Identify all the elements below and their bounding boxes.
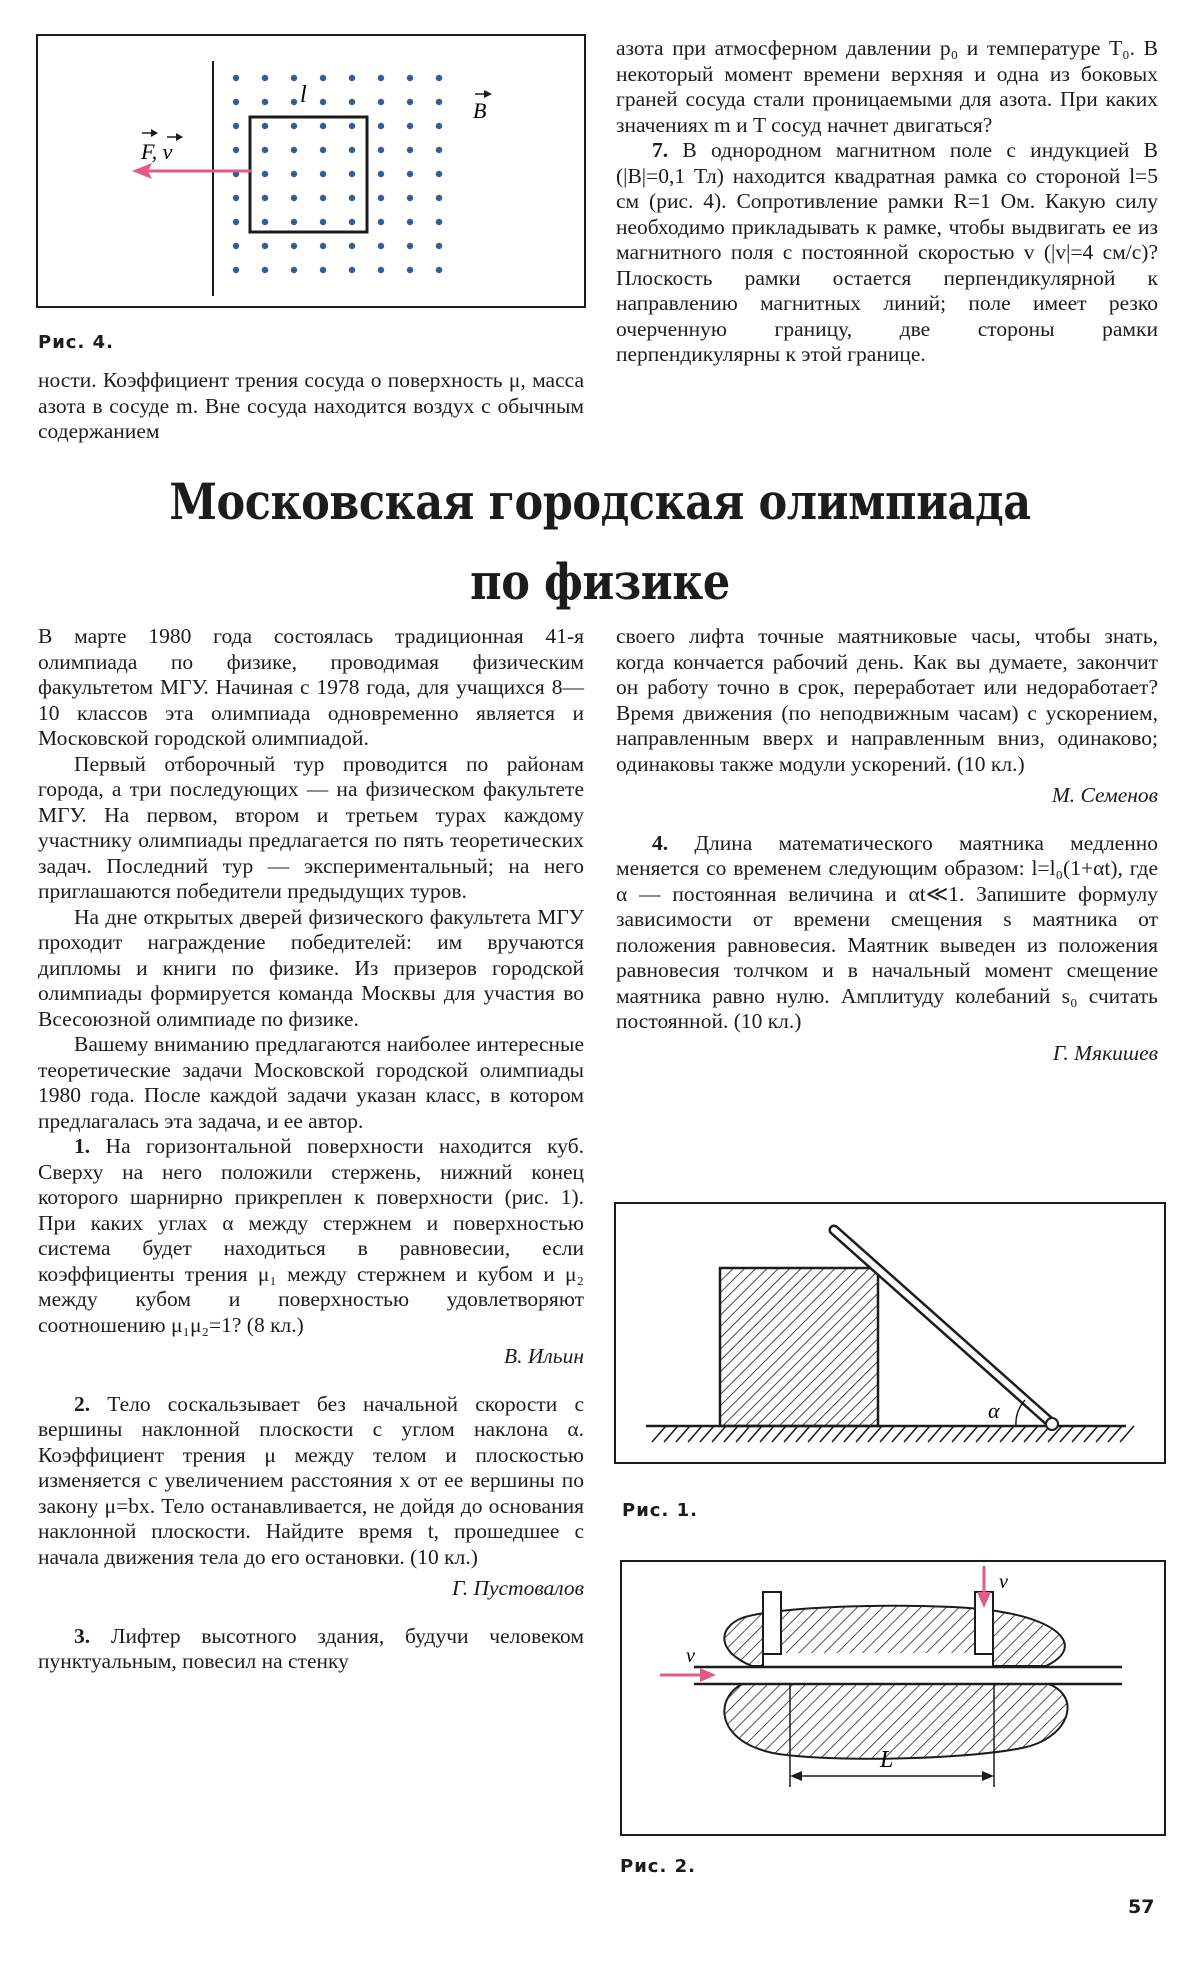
ground-hatch	[892, 1426, 906, 1442]
figure-4	[36, 34, 586, 308]
ground-hatch	[1024, 1426, 1038, 1442]
intro-paragraph-2: Первый отборочный тур проводится по районам города, а три последующих — на физическом факультете МГУ. На первом, втором и третьем турах каждому участнику олимпиады предлагается по пять теоретических задач. Последний тур — экспериментальный; на него приглашаются победители предыдущих туров.	[38, 751, 584, 903]
field-dot	[349, 99, 355, 105]
field-dot	[378, 75, 384, 81]
problem-7: 7. В однородном магнитном поле с индукцией B (|B|=0,1 Тл) находится квадратная рамка со стороной l=5 см (рис. 4). Сопротивление рамки R=1 Ом. Какую силу необходимо прикладывать к рамке, чтобы выдвигать ее из магнитного поля с постоянной скоростью v (|v|=4 см/с)? Плоскость рамки остается перпендикулярной к направлению магнитных линий; поле имеет резко очерченную границу, две стороны рамки перпендикулярны к этой границе.	[616, 138, 1159, 366]
field-dot	[262, 171, 268, 177]
field-dot	[378, 123, 384, 129]
problem-2-author: Г. Пустовалов	[452, 1576, 584, 1600]
ground-hatch	[664, 1426, 678, 1442]
problem-2: 2. Тело соскальзывает без начальной скорости с вершины наклонной плоскости с углом наклона α. Коэффициент трения μ между телом и плоскостью изменяется с увеличением расстояния x от ее вершины по закону μ=bx. Тело останавливается, не дойдя до основания наклонной плоскости. Найдите время t, прошедшее с начала движения тела до его остановки. (10 кл.)	[38, 1391, 584, 1569]
field-dot	[262, 267, 268, 273]
field-dot	[436, 195, 442, 201]
ground-surface	[652, 1426, 1134, 1442]
field-dot	[320, 243, 326, 249]
field-dot	[407, 147, 413, 153]
field-dot	[407, 75, 413, 81]
ground-hatch	[940, 1426, 954, 1442]
magnetic-field-dots	[233, 75, 442, 273]
ground-hatch	[928, 1426, 942, 1442]
ground-hatch	[904, 1426, 918, 1442]
continued-problem-6: азота при атмосферном давлении p₀ и температуре T₀. В некоторый момент времени верхняя и одна из боковых граней сосуда стали проницаемыми для азота. При каких значениях m и T сосуд начнет двигаться?	[616, 36, 1158, 137]
field-dot	[378, 267, 384, 273]
ground-hatch	[712, 1426, 726, 1442]
problem-4-author: Г. Мякишев	[1052, 1040, 1158, 1065]
article-title-line2: по физике	[470, 552, 730, 611]
ground-hatch	[760, 1426, 774, 1442]
ground-hatch	[868, 1426, 882, 1442]
channel	[716, 1667, 1116, 1684]
ground-hatch	[1108, 1426, 1122, 1442]
ground-hatch	[652, 1426, 666, 1442]
problem-4: 4. Длина математического маятника медленно меняется со временем следующим образом: l=l₀(1+αt), где α — постоянная величина и αt≪1. Запишите формулу зависимости от времени смещения s маятника от положения равновесия. Маятник выведен из положения равновесия толчком и в начальный момент смещение маятника равно нулю. Амплитуду колебаний s₀ считать постоянной. (10 кл.)	[616, 830, 1158, 1033]
left-column	[38, 624, 584, 1675]
problem-3-author: М. Семенов	[1051, 783, 1158, 807]
field-dot	[262, 219, 268, 225]
label-v-left: v	[686, 1645, 695, 1667]
field-dot	[291, 99, 297, 105]
problem-3-continued: своего лифта точные маятниковые часы, чтобы знать, когда кончается рабочий день. Как вы думаете, закончит он работу точно в срок, переработает или недоработает? Время движения (по неподвижным часам) с ускорением, направленным вверх и направленным вниз, одинаково; одинаковы также модули ускорений. (10 кл.)	[616, 624, 1158, 776]
top-left-text	[38, 368, 584, 445]
field-dot	[291, 147, 297, 153]
field-dot	[233, 75, 239, 81]
intro-paragraph-3: На дне открытых дверей физического факультета МГУ проходит награждение победителей: им вручаются дипломы и книги по физике. Из призеров городской олимпиады формируется команда Москвы для участия во Всесоюзной олимпиаде по физике.	[38, 904, 584, 1031]
field-dot	[378, 243, 384, 249]
field-dot	[262, 123, 268, 129]
continued-paragraph: ности. Коэффициент трения сосуда о поверхность μ, масса азота в сосуде m. Вне сосуда находится воздух с обычным содержанием	[38, 368, 584, 443]
field-dot	[378, 219, 384, 225]
hinge	[1046, 1418, 1058, 1430]
ground-hatch	[784, 1426, 798, 1442]
field-dot	[233, 195, 239, 201]
label-B: B	[473, 98, 487, 123]
ground-hatch	[676, 1426, 690, 1442]
problem-3-start: 3. Лифтер высотного здания, будучи человеком пунктуальным, повесил на стенку	[38, 1623, 585, 1673]
field-dot	[262, 195, 268, 201]
field-dot	[233, 267, 239, 273]
ground-hatch	[724, 1426, 738, 1442]
page-number: 57	[1128, 1896, 1155, 1918]
ground-hatch	[844, 1426, 858, 1442]
label-v-top: v	[999, 1571, 1008, 1593]
ground-hatch	[772, 1426, 786, 1442]
field-dot	[262, 75, 268, 81]
top-right-text	[616, 36, 1158, 368]
ground-hatch	[748, 1426, 762, 1442]
field-dot	[436, 243, 442, 249]
ground-hatch	[964, 1426, 978, 1442]
field-dot	[233, 99, 239, 105]
field-dot	[320, 171, 326, 177]
ground-hatch	[1084, 1426, 1098, 1442]
ground-hatch	[688, 1426, 702, 1442]
field-dot	[407, 219, 413, 225]
label-l: l	[300, 82, 307, 108]
field-dot	[233, 243, 239, 249]
ground-hatch	[1012, 1426, 1026, 1442]
figure-1-caption: Рис. 1.	[622, 1500, 698, 1521]
intro-paragraph-4: Вашему вниманию предлагаются наиболее интересные теоретические задачи Московской городской олимпиады 1980 года. После каждой задачи указан класс, в котором предлагалась эта задача, и ее автор.	[38, 1032, 584, 1133]
ground-hatch	[820, 1426, 834, 1442]
field-dot	[320, 75, 326, 81]
field-dot	[378, 171, 384, 177]
field-dot	[233, 219, 239, 225]
field-dot	[349, 195, 355, 201]
field-dot	[262, 99, 268, 105]
field-dot	[233, 123, 239, 129]
field-dot	[407, 99, 413, 105]
field-dot	[349, 123, 355, 129]
ground-hatch	[1072, 1426, 1086, 1442]
ground-hatch	[916, 1426, 930, 1442]
field-dot	[291, 267, 297, 273]
field-dot	[349, 147, 355, 153]
field-dot	[320, 147, 326, 153]
figure-2-drawing	[622, 1562, 1164, 1834]
ground-hatch	[952, 1426, 966, 1442]
field-dot	[320, 123, 326, 129]
field-dot	[320, 195, 326, 201]
field-dot	[349, 75, 355, 81]
field-dot	[320, 219, 326, 225]
field-dot	[378, 195, 384, 201]
ground-hatch	[1120, 1426, 1134, 1442]
field-dot	[436, 99, 442, 105]
ground-hatch	[832, 1426, 846, 1442]
field-dot	[291, 171, 297, 177]
label-L: L	[880, 1747, 894, 1773]
ground-hatch	[856, 1426, 870, 1442]
figure-4-drawing	[38, 36, 584, 306]
field-dot	[320, 267, 326, 273]
cube	[720, 1268, 878, 1426]
figure-1	[614, 1202, 1166, 1464]
field-dot	[407, 171, 413, 177]
ground-hatch	[988, 1426, 1002, 1442]
field-dot	[436, 147, 442, 153]
field-dot	[436, 219, 442, 225]
ground-hatch	[976, 1426, 990, 1442]
field-dot	[436, 171, 442, 177]
label-alpha: α	[988, 1398, 1000, 1423]
lower-body	[724, 1682, 1067, 1759]
field-dot	[378, 147, 384, 153]
figure-2	[620, 1560, 1166, 1836]
field-dot	[262, 243, 268, 249]
field-dot	[233, 147, 239, 153]
field-dot	[291, 123, 297, 129]
field-dot	[262, 147, 268, 153]
field-dot	[407, 267, 413, 273]
field-dot	[407, 243, 413, 249]
field-dot	[349, 243, 355, 249]
field-dot	[378, 99, 384, 105]
field-dot	[349, 219, 355, 225]
ground-hatch	[808, 1426, 822, 1442]
ground-hatch	[1060, 1426, 1074, 1442]
ground-hatch	[880, 1426, 894, 1442]
field-dot	[291, 243, 297, 249]
article-title-line1: Московская городская олимпиада	[169, 472, 1031, 531]
field-dot	[436, 75, 442, 81]
field-dot	[291, 219, 297, 225]
ground-hatch	[736, 1426, 750, 1442]
ground-hatch	[796, 1426, 810, 1442]
ground-hatch	[700, 1426, 714, 1442]
figure-1-drawing	[616, 1204, 1164, 1462]
label-F-v: F, v	[141, 139, 173, 164]
field-dot	[407, 123, 413, 129]
field-dot	[436, 267, 442, 273]
ground-hatch	[1000, 1426, 1014, 1442]
field-dot	[349, 171, 355, 177]
intro-paragraph-1: В марте 1980 года состоялась традиционная 41-я олимпиада по физике, проводимая физическим факультетом МГУ. Начиная с 1978 года, для учащихся 8—10 классов эта олимпиада одновременно является и Московской городской олимпиадой.	[38, 624, 584, 750]
figure-2-caption: Рис. 2.	[620, 1856, 696, 1877]
field-dot	[320, 99, 326, 105]
field-dot	[349, 267, 355, 273]
field-dot	[407, 195, 413, 201]
field-dot	[291, 75, 297, 81]
field-dot	[291, 195, 297, 201]
problem-1-author: В. Ильин	[504, 1344, 584, 1368]
figure-4-caption: Рис. 4.	[38, 332, 114, 353]
field-dot	[436, 123, 442, 129]
ground-hatch	[1096, 1426, 1110, 1442]
problem-1: 1. На горизонтальной поверхности находится куб. Сверху на него положили стержень, нижний конец которого шарнирно прикреплен к поверхности (рис. 1). При каких углах α между стержнем и поверхностью система будет находиться в равновесии, если коэффициенты трения μ₁ между стержнем и кубом и μ₂ между кубом и поверхностью удовлетворяют соотношению μ₁μ₂=1? (8 кл.)	[38, 1134, 585, 1337]
right-column	[616, 624, 1158, 1066]
